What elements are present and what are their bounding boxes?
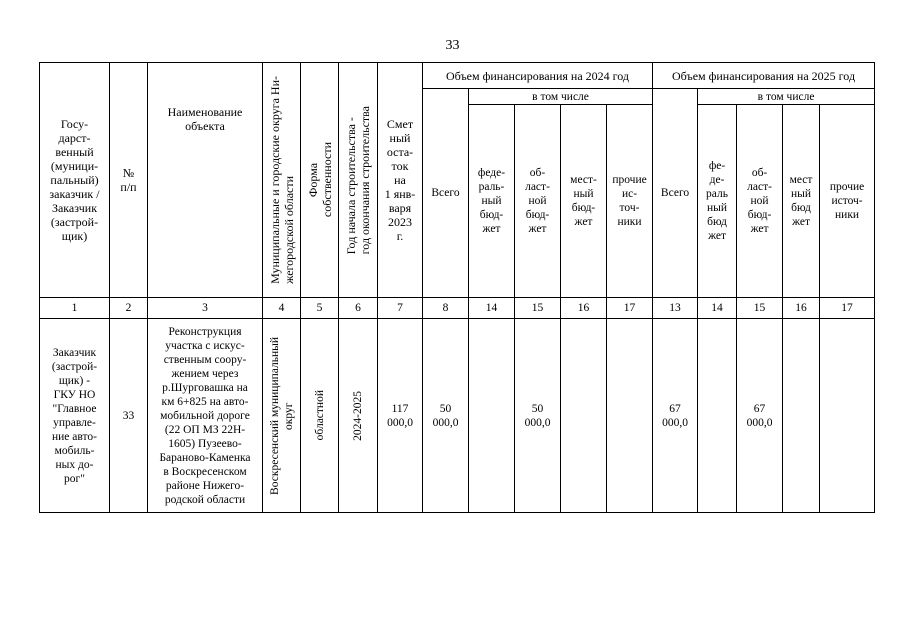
header-object-name bbox=[148, 63, 263, 298]
header-regional-2024 bbox=[515, 105, 561, 298]
column-number: 4 bbox=[263, 298, 301, 319]
header-regional-2025 bbox=[737, 105, 783, 298]
column-number: 13 bbox=[653, 298, 698, 319]
cell-regional-2025 bbox=[737, 319, 783, 513]
header-incl-2025: в том числе bbox=[698, 89, 875, 105]
column-number: 14 bbox=[698, 298, 737, 319]
column-number: 7 bbox=[378, 298, 423, 319]
cell-regional-2025-text: 67 000,0 bbox=[746, 402, 773, 429]
cell-customer-text: Заказчик (застрой- щик) - ГКУ НО "Главное управле- ние авто- мобиль- ных до- рог" bbox=[51, 346, 98, 485]
cell-local-2025 bbox=[783, 319, 820, 513]
column-number: 3 bbox=[148, 298, 263, 319]
cell-object-name bbox=[148, 319, 263, 513]
header-estimate-text: Смет ный оста- ток на 1 янв- варя 2023 г. bbox=[384, 117, 416, 243]
cell-total-2025-text: 67 000,0 bbox=[662, 402, 688, 429]
header-other-2024 bbox=[607, 105, 653, 298]
cell-object-name-text: Реконструкция участка с искус- ственным соору- жением через р.Шурговашка на км 6+825 на авто- мобильной дороге (22 ОП МЗ 22Н- 1605) Пузеево- Бараново-Каменка в Воскресенском районе Нижего- родской области bbox=[159, 325, 251, 506]
column-number: 15 bbox=[737, 298, 783, 319]
column-number: 1 bbox=[40, 298, 110, 319]
cell-customer bbox=[40, 319, 110, 513]
header-total-2024: Всего bbox=[423, 89, 469, 298]
header-local-2024-text: мест- ный бюд- жет bbox=[570, 174, 597, 228]
table-row bbox=[40, 319, 875, 513]
header-num-text: № п/п bbox=[120, 166, 137, 194]
column-number: 16 bbox=[561, 298, 607, 319]
header-local-2024 bbox=[561, 105, 607, 298]
cell-ownership bbox=[301, 319, 339, 513]
cell-estimate bbox=[378, 319, 423, 513]
column-number-row bbox=[40, 298, 875, 319]
cell-federal-2025 bbox=[698, 319, 737, 513]
cell-ownership-text: областной bbox=[313, 390, 326, 441]
cell-total-2024-text: 50 000,0 bbox=[432, 402, 459, 429]
cell-federal-2024 bbox=[469, 319, 515, 513]
header-estimate bbox=[378, 63, 423, 298]
column-number: 14 bbox=[469, 298, 515, 319]
header-federal-2025 bbox=[698, 105, 737, 298]
cell-total-2025 bbox=[653, 319, 698, 513]
cell-other-2025 bbox=[820, 319, 875, 513]
header-regional-2025-text: об- ласт- ной бюд- жет bbox=[747, 167, 772, 235]
header-object-name-text: Наименование объекта bbox=[167, 105, 243, 133]
header-municipality bbox=[263, 63, 301, 298]
cell-municipality bbox=[263, 319, 301, 513]
cell-years bbox=[339, 319, 378, 513]
column-number: 15 bbox=[515, 298, 561, 319]
column-number: 16 bbox=[783, 298, 820, 319]
header-local-2025 bbox=[783, 105, 820, 298]
cell-total-2024 bbox=[423, 319, 469, 513]
header-regional-2024-text: об- ласт- ной бюд- жет bbox=[525, 167, 550, 235]
cell-other-2024 bbox=[607, 319, 653, 513]
cell-municipality-text: Воскресенский муниципальный округ bbox=[268, 336, 295, 495]
header-municipality-text: Муниципальные и городские округа Ни- жегородской области bbox=[267, 76, 296, 284]
header-federal-2025-text: фе- де- раль ный бюд жет bbox=[706, 160, 728, 242]
cell-local-2024 bbox=[561, 319, 607, 513]
column-number: 6 bbox=[339, 298, 378, 319]
header-incl-2024: в том числе bbox=[469, 89, 653, 105]
header-row-1 bbox=[40, 63, 875, 89]
header-total-2025: Всего bbox=[653, 89, 698, 298]
cell-estimate-text: 117 000,0 bbox=[387, 402, 413, 429]
header-other-2024-text: прочие ис- точ- ники bbox=[612, 174, 647, 228]
column-number: 17 bbox=[820, 298, 875, 319]
header-years bbox=[339, 63, 378, 298]
header-other-2025 bbox=[820, 105, 875, 298]
header-federal-2024 bbox=[469, 105, 515, 298]
header-local-2025-text: мест ный бюд жет bbox=[789, 174, 813, 228]
header-customer-text: Госу- дарст- венный (муници- пальный) заказчик / Заказчик (застрой- щик) bbox=[49, 117, 100, 243]
header-other-2025-text: прочие источ- ники bbox=[829, 181, 865, 221]
page-number: 33 bbox=[445, 38, 460, 53]
cell-regional-2024 bbox=[515, 319, 561, 513]
cell-years-text: 2024-2025 bbox=[352, 390, 364, 441]
column-number: 17 bbox=[607, 298, 653, 319]
header-years-text: Год начала строительства - год окончания строительства bbox=[344, 105, 372, 255]
cell-num: 33 bbox=[110, 319, 148, 513]
column-number: 5 bbox=[301, 298, 339, 319]
header-fin-2024: Объем финансирования на 2024 год bbox=[423, 63, 653, 89]
header-ownership-text: Форма собственности bbox=[305, 142, 334, 218]
header-customer bbox=[40, 63, 110, 298]
header-ownership bbox=[301, 63, 339, 298]
column-number: 2 bbox=[110, 298, 148, 319]
header-num bbox=[110, 63, 148, 298]
financing-table bbox=[39, 62, 875, 513]
header-federal-2024-text: феде- раль- ный бюд- жет bbox=[477, 167, 506, 235]
cell-regional-2024-text: 50 000,0 bbox=[524, 402, 551, 429]
header-fin-2025: Объем финансирования на 2025 год bbox=[653, 63, 875, 89]
column-number: 8 bbox=[423, 298, 469, 319]
